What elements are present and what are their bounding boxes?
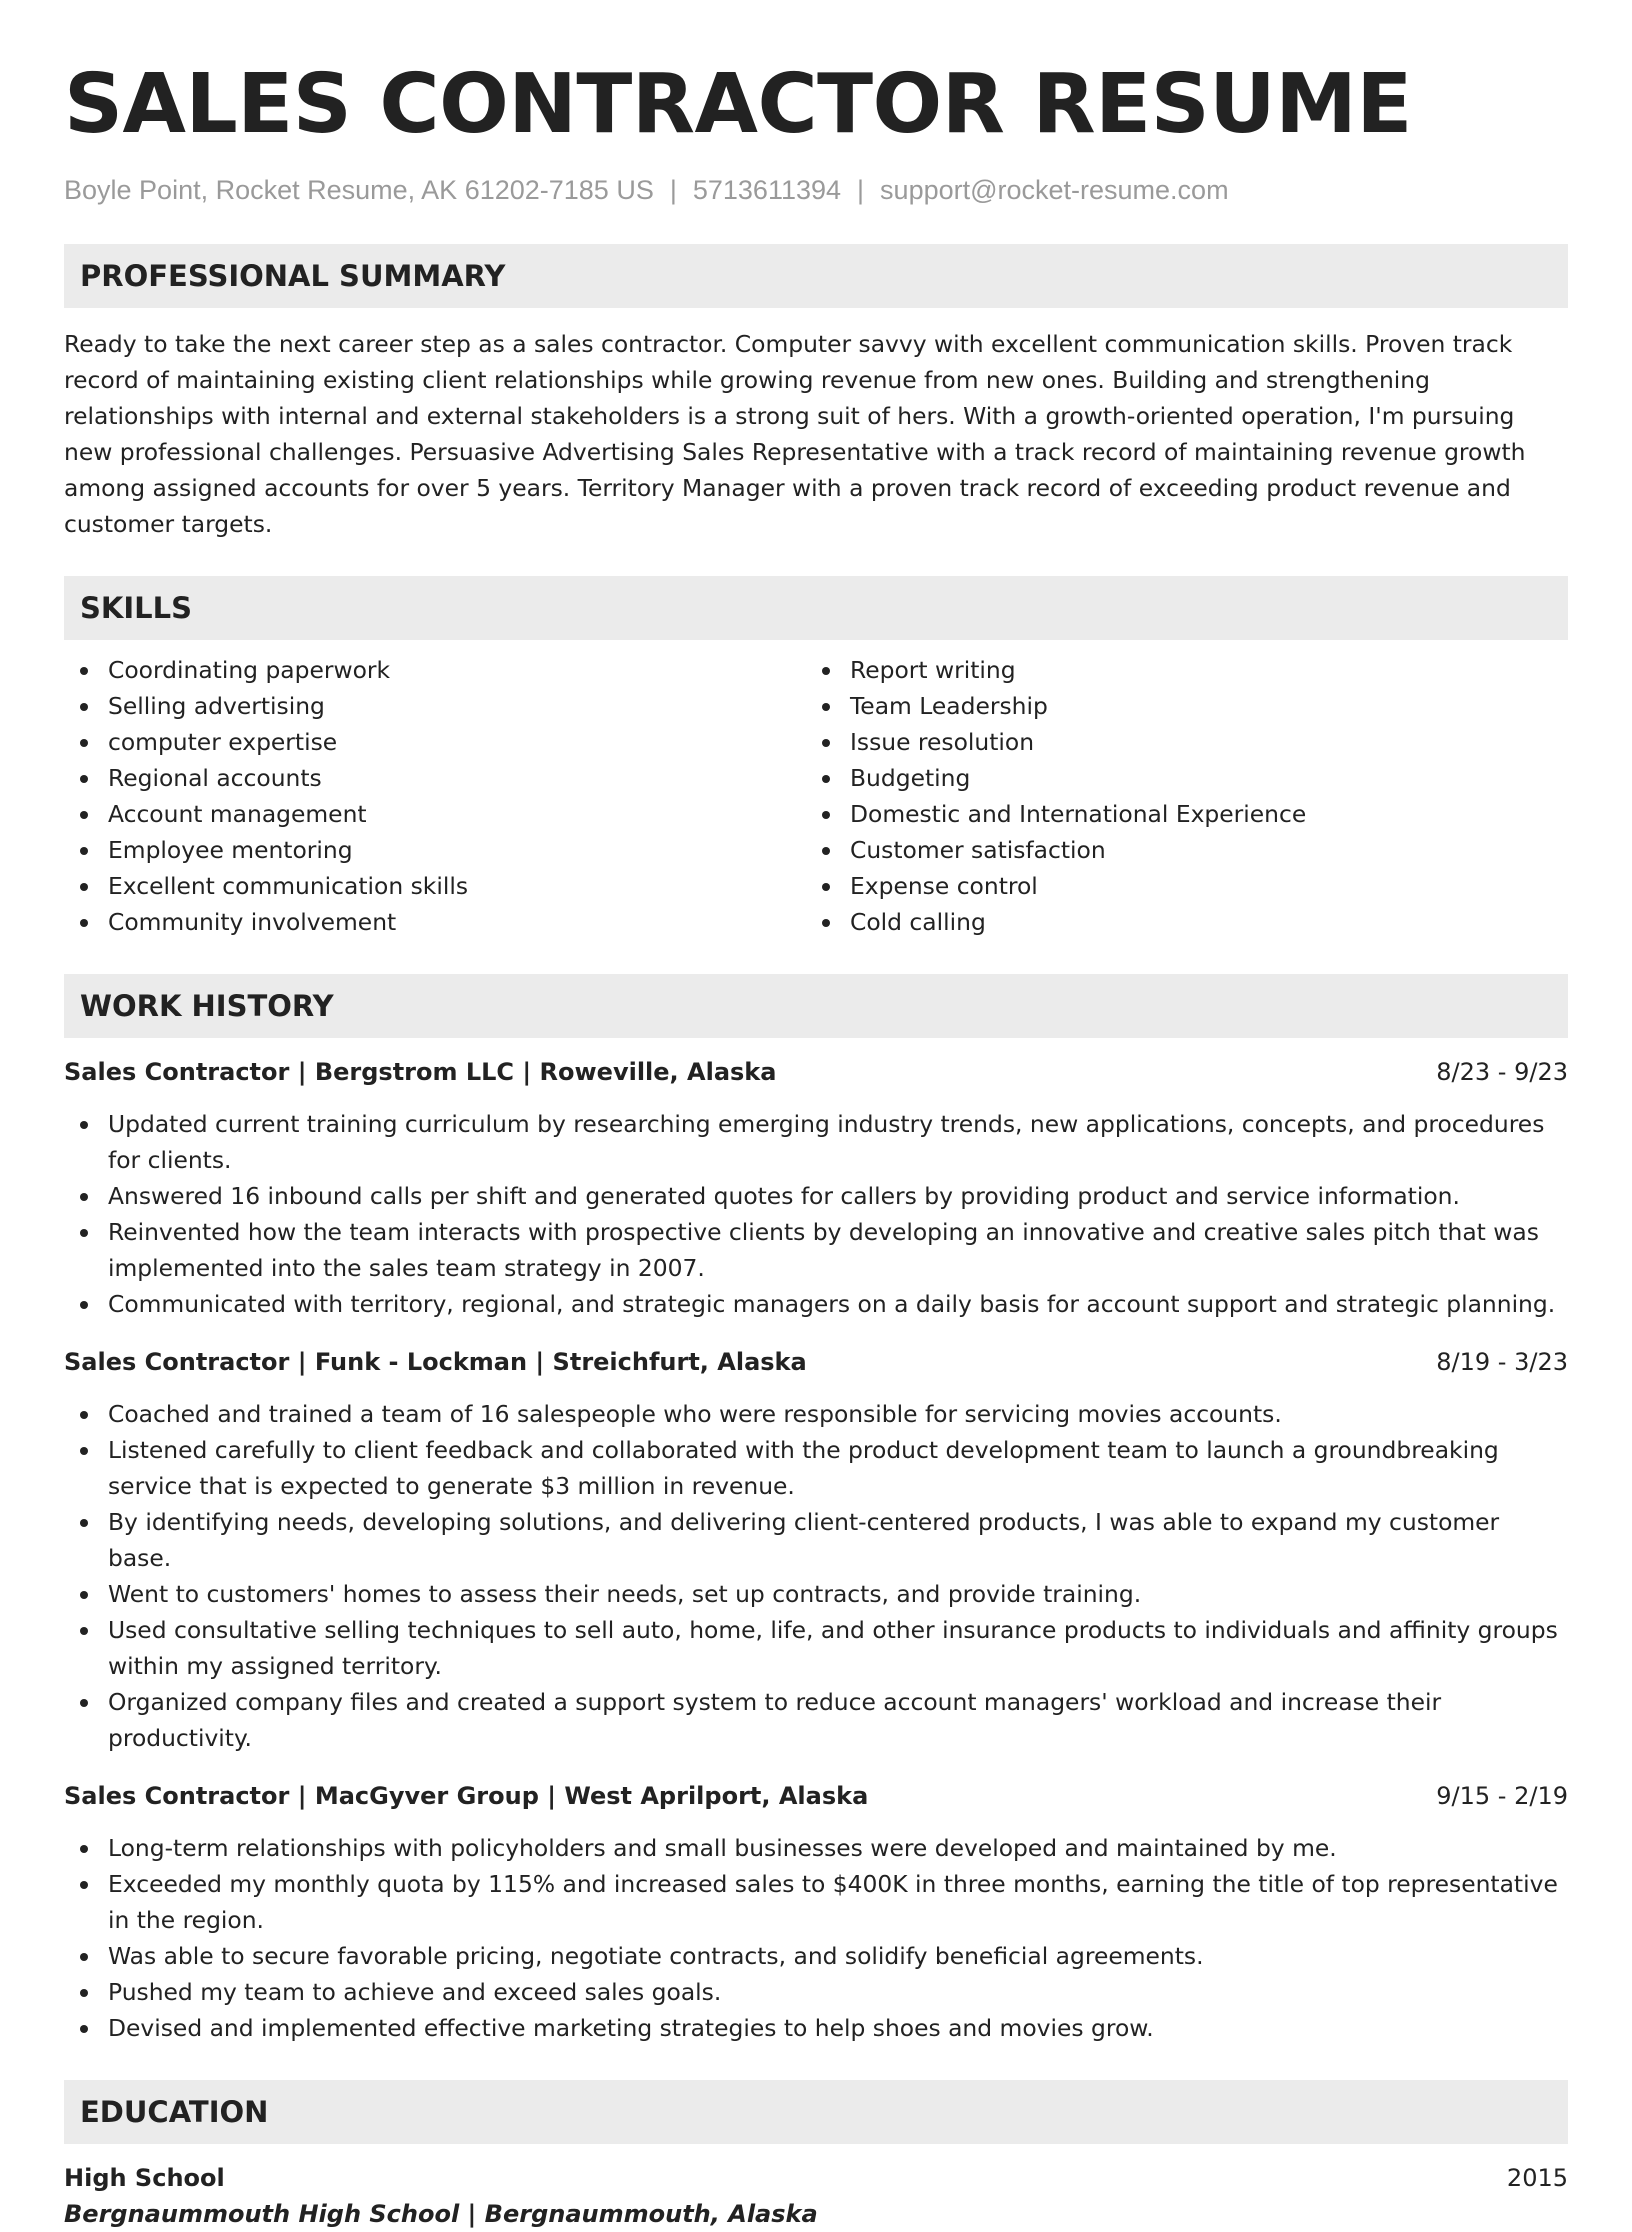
skills-list: [64, 652, 1568, 940]
job-bullet: Organized company files and created a support system to reduce account managers' workload and increase their productivity.: [64, 1684, 1568, 1756]
skill-item: Cold calling: [806, 904, 1548, 940]
section-header-work-history: WORK HISTORY: [64, 974, 1568, 1038]
skill-item: Coordinating paperwork: [64, 652, 806, 688]
skills-column-right: [806, 652, 1548, 940]
job-bullet: Coached and trained a team of 16 salespeople who were responsible for servicing movies accounts.: [64, 1396, 1568, 1432]
job-title: Sales Contractor | MacGyver Group | West Aprilport, Alaska: [64, 1782, 869, 1810]
job-bullet: Pushed my team to achieve and exceed sales goals.: [64, 1974, 1568, 2010]
skill-item: Budgeting: [806, 760, 1548, 796]
skill-item: computer expertise: [64, 724, 806, 760]
skills-column-left: [64, 652, 806, 940]
job-bullets: [64, 1106, 1568, 1322]
job-bullet: Reinvented how the team interacts with prospective clients by developing an innovative and creative sales pitch that was implemented into the sales team strategy in 2007.: [64, 1214, 1568, 1286]
job-bullet: Listened carefully to client feedback and collaborated with the product development team to launch a groundbreaking service that is expected to generate $3 million in revenue.: [64, 1432, 1568, 1504]
job-bullet: Exceeded my monthly quota by 115% and increased sales to $400K in three months, earning the title of top representative in the region.: [64, 1866, 1568, 1938]
job-bullet: Used consultative selling techniques to sell auto, home, life, and other insurance products to individuals and affinity groups within my assigned territory.: [64, 1612, 1568, 1684]
job-dates: 8/19 - 3/23: [1436, 1348, 1568, 1376]
job-dates: 9/15 - 2/19: [1436, 1782, 1568, 1810]
job-title: Sales Contractor | Bergstrom LLC | Roweville, Alaska: [64, 1058, 777, 1086]
contact-separator: |: [669, 175, 677, 205]
job-bullet: Went to customers' homes to assess their needs, set up contracts, and provide training.: [64, 1576, 1568, 1612]
job-bullets: [64, 1830, 1568, 2046]
education-header: [64, 2160, 1568, 2196]
job-header: [64, 1344, 1568, 1380]
education-year: 2015: [1506, 2164, 1568, 2192]
job-bullet: Was able to secure favorable pricing, negotiate contracts, and solidify beneficial agreements.: [64, 1938, 1568, 1974]
contact-separator: |: [857, 175, 865, 205]
contact-address: Boyle Point, Rocket Resume, AK 61202-7185 US: [64, 175, 654, 205]
education-degree: High School: [64, 2164, 225, 2192]
skill-item: Report writing: [806, 652, 1548, 688]
job-bullet: Communicated with territory, regional, and strategic managers on a daily basis for account support and strategic planning.: [64, 1286, 1568, 1322]
contact-email: support@rocket-resume.com: [880, 175, 1229, 205]
section-header-education: EDUCATION: [64, 2080, 1568, 2144]
job-bullet: By identifying needs, developing solutions, and delivering client-centered products, I was able to expand my customer base.: [64, 1504, 1568, 1576]
job-entry: [64, 1778, 1568, 2046]
skill-item: Community involvement: [64, 904, 806, 940]
education-school: Bergnaummouth High School | Bergnaummouth, Alaska: [64, 2200, 818, 2228]
job-title: Sales Contractor | Funk - Lockman | Streichfurt, Alaska: [64, 1348, 807, 1376]
job-header: [64, 1054, 1568, 1090]
contact-phone: 5713611394: [692, 175, 842, 205]
job-entry: [64, 1054, 1568, 1322]
skill-item: Excellent communication skills: [64, 868, 806, 904]
job-bullets: [64, 1396, 1568, 1756]
contact-line: [64, 172, 1568, 208]
skill-item: Issue resolution: [806, 724, 1548, 760]
resume-page: [64, 58, 1568, 2232]
section-header-skills: SKILLS: [64, 576, 1568, 640]
section-header-summary: PROFESSIONAL SUMMARY: [64, 244, 1568, 308]
skill-item: Domestic and International Experience: [806, 796, 1548, 832]
job-entry: [64, 1344, 1568, 1756]
skill-item: Employee mentoring: [64, 832, 806, 868]
skill-item: Selling advertising: [64, 688, 806, 724]
skill-item: Expense control: [806, 868, 1548, 904]
resume-title: SALES CONTRACTOR RESUME: [64, 57, 1412, 152]
job-dates: 8/23 - 9/23: [1436, 1058, 1568, 1086]
job-bullet: Updated current training curriculum by researching emerging industry trends, new applications, concepts, and procedures for clients.: [64, 1106, 1568, 1178]
skill-item: Team Leadership: [806, 688, 1548, 724]
skill-item: Regional accounts: [64, 760, 806, 796]
skill-item: Customer satisfaction: [806, 832, 1548, 868]
summary-text: Ready to take the next career step as a sales contractor. Computer savvy with excellent communication skills. Proven track record of maintaining existing client relationships while growing revenue from new ones. Building and strengthening relationships with internal and external stakeholders is a strong suit of hers. With a growth-oriented operation, I'm pursuing new professional challenges. Persuasive Advertising Sales Representative with a track record of maintaining revenue growth among assigned accounts for over 5 years. Territory Manager with a proven track record of exceeding product revenue and customer targets.: [64, 330, 1526, 538]
job-header: [64, 1778, 1568, 1814]
job-bullet: Answered 16 inbound calls per shift and generated quotes for callers by providing product and service information.: [64, 1178, 1568, 1214]
job-bullet: Devised and implemented effective marketing strategies to help shoes and movies grow.: [64, 2010, 1568, 2046]
job-bullet: Long-term relationships with policyholders and small businesses were developed and maintained by me.: [64, 1830, 1568, 1866]
skill-item: Account management: [64, 796, 806, 832]
education-entry: [64, 2160, 1568, 2232]
